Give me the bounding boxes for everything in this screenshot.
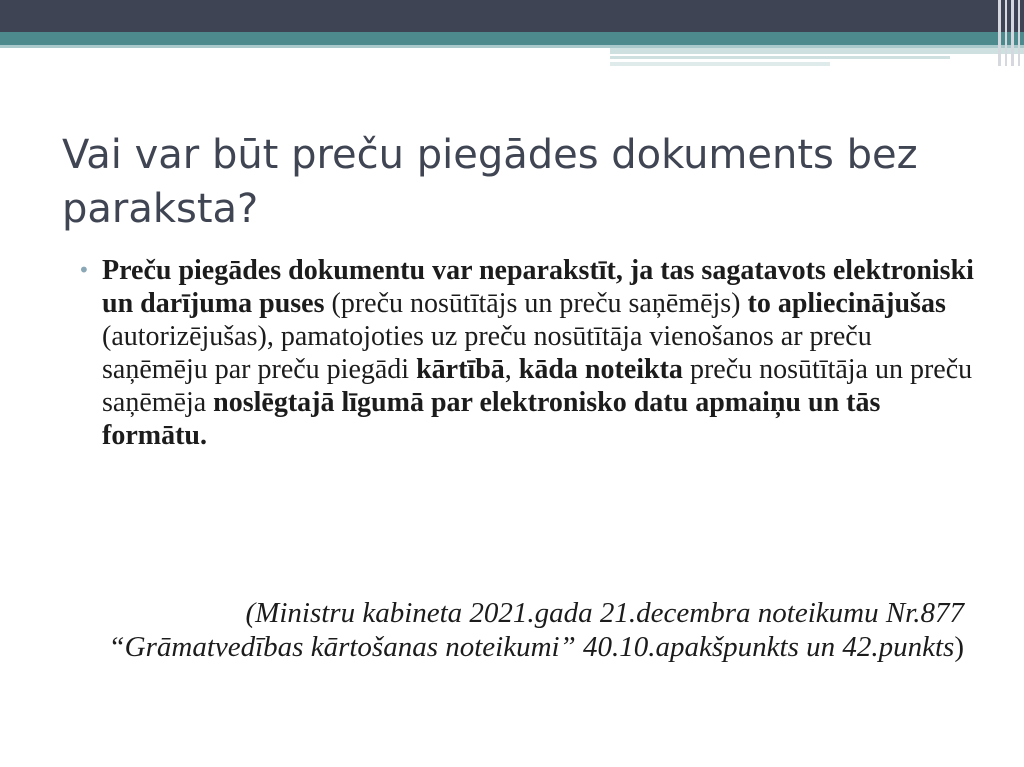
bullet-segment: Preču piegādes dokumentu var neparakstīt, ja tas sagatavots elektroniski un darījuma puses bbox=[102, 255, 974, 319]
slide-content bbox=[78, 254, 978, 452]
header-accent-line bbox=[610, 56, 950, 59]
header-vertical-stripe bbox=[998, 0, 1001, 66]
bullet-segment: preču nosūtītāja un preču saņēmēja bbox=[102, 354, 973, 418]
citation-text: (Ministru kabineta 2021.gada 21.decembra noteikumu Nr.877 “Grāmatvedības kārtošanas noteikumi” 40.10.apakšpunkts un 42.punkts bbox=[108, 597, 964, 663]
bullet-segment: noslēgtajā līgumā par elektronisko datu apmaiņu un tās formātu. bbox=[102, 387, 881, 451]
bullet-segment: (preču nosūtītājs un preču saņēmējs) bbox=[324, 288, 748, 319]
header-accent-line bbox=[610, 62, 830, 66]
bullet-segment: kārtībā bbox=[416, 354, 505, 385]
bullet-segment: (autorizējušas), pamatojoties uz preču nosūtītāja vienošanos ar preču saņēmēju par preču piegādi bbox=[102, 321, 872, 385]
bullet-segment: , bbox=[504, 354, 519, 385]
bullet-segment: to apliecinājušas bbox=[747, 288, 946, 319]
header-dark-band bbox=[0, 0, 1024, 32]
slide-title: Vai var būt preču piegādes dokuments bez paraksta? bbox=[62, 132, 918, 232]
header-vertical-stripe bbox=[1005, 0, 1007, 66]
bullet-icon: • bbox=[78, 258, 90, 282]
header-vertical-stripe bbox=[1018, 0, 1020, 66]
bullet-text bbox=[102, 254, 978, 452]
citation bbox=[64, 596, 964, 664]
header-decoration bbox=[0, 0, 1024, 70]
citation-close: ) bbox=[954, 631, 964, 663]
bullet-segment: kāda noteikta bbox=[518, 354, 683, 385]
header-accent-line bbox=[610, 48, 1024, 54]
header-teal-band bbox=[0, 32, 1024, 45]
header-vertical-stripe bbox=[1011, 0, 1014, 66]
bullet-item bbox=[78, 254, 978, 452]
